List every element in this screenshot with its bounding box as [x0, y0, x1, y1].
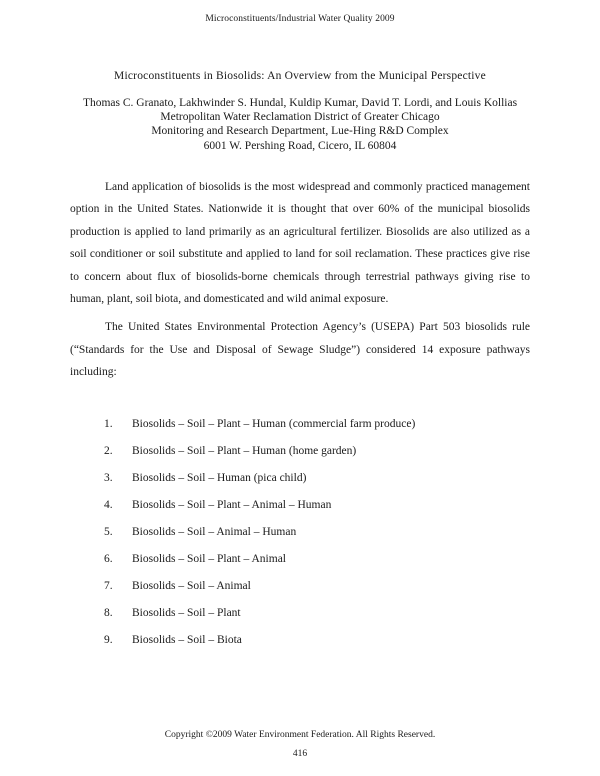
list-item	[0, 472, 600, 499]
author-list: Thomas C. Granato, Lakhwinder S. Hundal, Kuldip Kumar, David T. Lordi, and Louis Kollias	[82, 97, 518, 109]
list-item-text: Biosolids – Soil – Animal	[132, 580, 251, 592]
list-item	[0, 553, 600, 580]
affiliation-line-department: Monitoring and Research Department, Lue-Hing R&D Complex	[151, 125, 449, 138]
affiliation-line-organization: Metropolitan Water Reclamation District of Greater Chicago	[160, 111, 440, 124]
list-item-number: 1.	[104, 418, 113, 430]
list-item	[0, 526, 600, 553]
page-number: 416	[292, 749, 308, 759]
list-item-text: Biosolids – Soil – Animal – Human	[132, 526, 297, 538]
list-item-text: Biosolids – Soil – Plant – Animal – Human	[132, 499, 332, 511]
list-item-number: 7.	[104, 580, 113, 592]
list-item	[0, 580, 600, 607]
list-item-text: Biosolids – Soil – Human (pica child)	[132, 472, 307, 484]
running-header: Microconstituents/Industrial Water Quality 2009	[205, 14, 395, 24]
list-item-text: Biosolids – Soil – Plant – Human (commercial farm produce)	[132, 418, 416, 430]
list-item-text: Biosolids – Soil – Plant – Animal	[132, 553, 286, 565]
list-item	[0, 634, 600, 661]
list-item-number: 6.	[104, 553, 113, 565]
body-text	[70, 176, 530, 384]
list-item-number: 9.	[104, 634, 113, 646]
copyright-notice: Copyright ©2009 Water Environment Federation. All Rights Reserved.	[164, 730, 436, 740]
list-item	[0, 499, 600, 526]
list-item-number: 2.	[104, 445, 113, 457]
paragraph-2: The United States Environmental Protection Agency’s (USEPA) Part 503 biosolids rule (“Standards for the Use and Disposal of Sewage Sludge”) considered 14 exposure pathways including:	[70, 321, 530, 379]
exposure-pathway-list	[0, 418, 600, 661]
list-item-number: 3.	[104, 472, 113, 484]
list-item-number: 5.	[104, 526, 113, 538]
list-item	[0, 445, 600, 472]
affiliation-line-address: 6001 W. Pershing Road, Cicero, IL 60804	[203, 139, 397, 152]
list-item-text: Biosolids – Soil – Plant	[132, 607, 241, 619]
list-item	[0, 607, 600, 634]
paragraph-1: Land application of biosolids is the most widespread and commonly practiced management option in the United States. Nationwide it is thought that over 60% of the municipal biosolids production is applied to land primarily as an agricultural fertilizer. Biosolids are also utilized as a soil conditioner or soil substitute and applied to land for soil reclamation. These practices give rise to concern about flux of biosolids-borne chemicals through terrestrial pathways giving rise to human, plant, soil biota, and domesticated and wild animal exposure.	[70, 181, 530, 306]
author-block	[0, 96, 600, 153]
list-item-number: 4.	[104, 499, 113, 511]
list-item-text: Biosolids – Soil – Plant – Human (home garden)	[132, 445, 357, 457]
list-item-text: Biosolids – Soil – Biota	[132, 634, 242, 646]
list-item	[0, 418, 600, 445]
paper-title: Microconstituents in Biosolids: An Overview from the Municipal Perspective	[114, 70, 486, 82]
list-item-number: 8.	[104, 607, 113, 619]
